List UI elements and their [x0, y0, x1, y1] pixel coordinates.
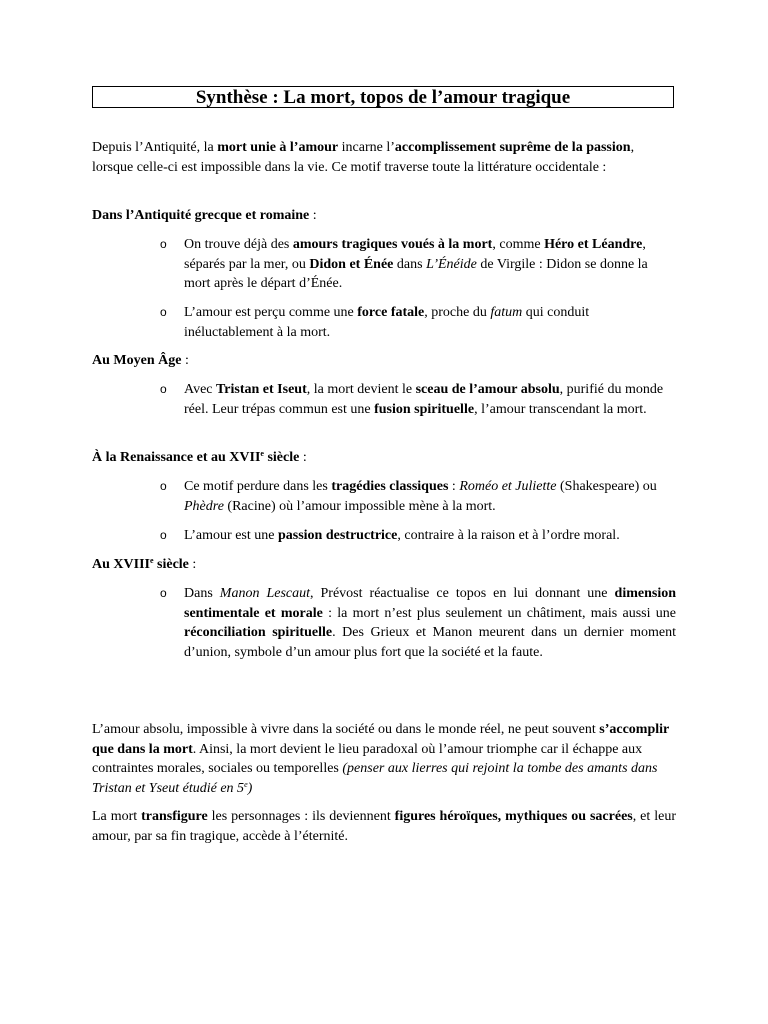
list-item	[92, 303, 676, 342]
list-item-text: L’amour est perçu comme une force fatale, proche du fatum qui conduit inéluctablement à la mort.	[184, 305, 590, 340]
heading-suffix: :	[309, 208, 317, 223]
heading-superscript: e	[149, 556, 154, 565]
heading-text: siècle	[153, 557, 189, 572]
heading-text: À la Renaissance et au XVII	[92, 450, 261, 465]
heading-suffix: :	[188, 557, 197, 572]
list-item	[92, 526, 676, 546]
heading-suffix: :	[299, 450, 307, 465]
list-item	[92, 235, 676, 294]
conclusion-paragraph: L’amour absolu, impossible à vivre dans la société ou dans le monde réel, ne peut souvent s’accomplir que dans la mort. Ainsi, la mort devient le lieu paradoxal où l’amour triomphe car il échappe aux contraintes morales, sociales ou temporelles (penser aux lierres qui rejoint la tombe des amants dans Tristan et Yseut étudié en 5e)	[92, 722, 669, 796]
bullet-marker-icon: o	[160, 305, 167, 319]
list-item-text: Ce motif perdure dans les tragédies classiques : Roméo et Juliette (Shakespeare) ou Phèdre (Racine) où l’amour impossible mène à la mort.	[184, 479, 657, 514]
page-title: Synthèse : La mort, topos de l’amour tragique	[92, 86, 674, 108]
bullet-marker-icon: o	[160, 586, 167, 600]
bullet-marker-icon: o	[160, 382, 167, 396]
intro-paragraph	[92, 138, 676, 177]
section-heading-antiquite	[92, 206, 676, 226]
section-heading-xviii	[92, 555, 676, 575]
bullet-marker-icon: o	[160, 528, 167, 542]
intro-text: Depuis l’Antiquité, la	[92, 140, 218, 155]
intro-text: incarne l’	[338, 140, 395, 155]
intro-bold: accomplissement suprême de la passion	[394, 140, 631, 155]
heading-text: siècle	[263, 450, 300, 465]
heading-text: Au XVIII	[92, 557, 150, 572]
intro-text: , lorsque celle-ci est impossible dans la vie. Ce motif traverse toute la littérature occidentale :	[92, 140, 635, 175]
bullet-marker-icon: o	[160, 237, 167, 251]
list-item-text: L’amour est une passion destructrice, contraire à la raison et à l’ordre moral.	[184, 528, 620, 543]
section-heading-renaissance	[92, 448, 676, 468]
list-item-text: On trouve déjà des amours tragiques voués à la mort, comme Héro et Léandre, séparés par la mer, ou Didon et Énée dans L’Énéide de Virgile : Didon se donne la mort après le départ d’Énée.	[184, 237, 648, 291]
intro-bold: mort unie à l’amour	[217, 140, 339, 155]
conclusion-paragraph: La mort transfigure les personnages : ils deviennent figures héroïques, mythiques ou sacrées, et leur amour, par sa fin tragique, accède à l’éternité.	[92, 809, 676, 844]
section-heading-moyen-age	[92, 351, 676, 371]
list-item-text: Avec Tristan et Iseut, la mort devient le sceau de l’amour absolu, purifié du monde réel. Leur trépas commun est une fusion spirituelle, l’amour transcendant la mort.	[184, 382, 664, 417]
list-item	[92, 477, 676, 516]
heading-text: Dans l’Antiquité grecque et romaine	[92, 208, 310, 223]
heading-text: Au Moyen Âge	[92, 353, 182, 368]
list-item-text: Dans Manon Lescaut, Prévost réactualise ce topos en lui donnant une dimension sentimentale et morale : la mort n’est plus seulement un châtiment, mais aussi une réconciliation spirituelle. Des Grieux et Manon meurent dans un dernier moment d’union, symbole d’un amour plus fort que la société et la faute.	[184, 586, 676, 660]
heading-suffix: :	[181, 353, 189, 368]
list-item	[92, 380, 676, 419]
heading-superscript: e	[260, 449, 264, 458]
list-item	[92, 584, 676, 662]
bullet-marker-icon: o	[160, 479, 167, 493]
